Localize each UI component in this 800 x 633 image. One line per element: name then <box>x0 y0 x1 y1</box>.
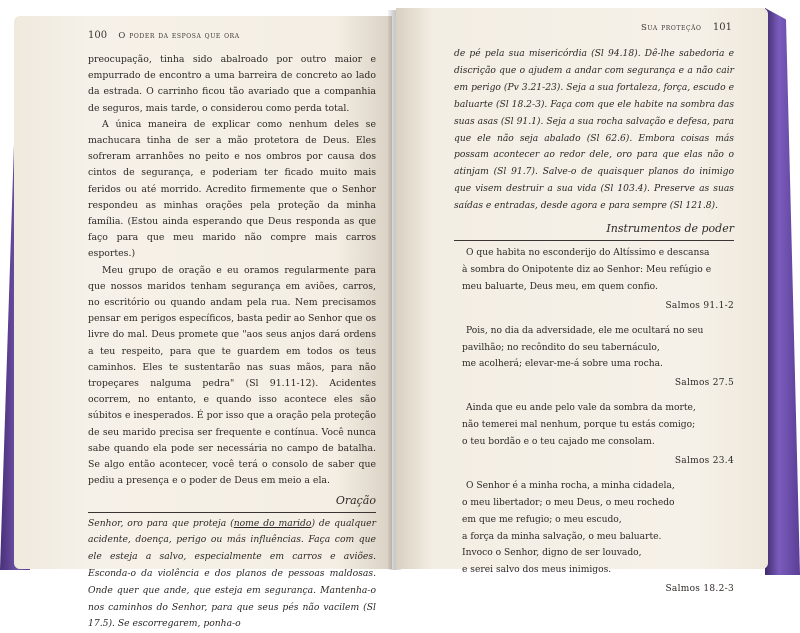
psalm-line: o teu bordão e o teu cajado me consolam. <box>462 437 655 448</box>
psalm-quote <box>454 400 734 470</box>
psalm-quote <box>454 323 734 393</box>
psalm-reference: Salmos 23.4 <box>674 455 734 466</box>
right-running-head-title: Sua proteção <box>640 23 702 33</box>
left-page <box>14 16 392 630</box>
psalm-line: o meu libertador; o meu Deus, o meu rochedo <box>462 497 675 508</box>
psalm-quote <box>454 478 734 598</box>
left-body-text <box>88 52 376 633</box>
psalm-line: e serei salvo dos meus inimigos. <box>462 565 612 576</box>
psalm-line: meu baluarte, Deus meu, em quem confio. <box>462 281 658 292</box>
psalm-line: Pois, no dia da adversidade, ele me ocultará no seu <box>466 325 704 336</box>
left-running-head <box>88 30 240 41</box>
psalm-line: à sombra do Onipotente diz ao Senhor: Meu refúgio e <box>462 264 712 275</box>
psalm-quote <box>454 245 734 315</box>
paragraph: preocupação, tinha sido abalroado por outro maior e empurrado de encontro a uma barreira de concreto ao lado da estrada. O carrinho ficou tão avariado que a companhia de seguros, mais tarde, o considerou como perda total. <box>88 54 376 114</box>
psalm-line: a força da minha salvação, o meu baluarte. <box>462 531 662 542</box>
psalm-line: Ainda que eu ande pelo vale da sombra da morte, <box>466 403 696 414</box>
right-body-text <box>454 46 734 606</box>
psalm-reference: Salmos 91.1-2 <box>665 300 734 311</box>
paragraph: Meu grupo de oração e eu oramos regularmente para que nossos maridos tenham segurança em aviões, carros, no escritório ou quando andam pela rua. Nem precisamos pensar em perigos específicos, basta pedir ao Senhor que os livre do mal. Deus promete que "aos seus anjos dará ordens a teu respeito, para que te guardem em todos os teus caminhos. Eles te sustentarão nas suas mãos, para não tropeçares nalguma pedra" (Sl 91.11-12). Acidentes ocorrem, no entanto, e quando isso acontece eles são súbitos e inesperados. É por isso que a oração pela proteção de seu marido precisa ser frequente e contínua. Você nunca sabe quando ela pode ser necessária no campo de batalha. Se algo então acontecer, você terá o consolo de saber que pediu a presença e o poder de Deus em meio a ela. <box>88 264 376 487</box>
psalm-line: me acolherá; elevar-me-á sobre uma rocha. <box>462 359 663 370</box>
psalm-line: pavilhão; no recôndito do seu tabernáculo, <box>462 342 660 353</box>
psalm-reference: Salmos 27.5 <box>674 378 734 389</box>
psalm-line: em que me refugio; o meu escudo, <box>462 514 622 525</box>
section-title-instrumentos: Instrumentos de poder <box>454 221 734 241</box>
prayer-husband-name-placeholder: nome do marido <box>233 517 312 529</box>
prayer-continuation: de pé pela sua misericórdia (Sl 94.18). Dê-lhe sabedoria e discrição que o ajudem a andar com segurança e a não cair em perigo (Pv 3.21-23). Seja a sua fortaleza, força, escudo e baluarte (Sl 18.2-3). Faça com que ele habite na sombra das suas asas (Sl 91.1). Seja a sua rocha salvação e defesa, para que ele não seja abalado (Sl 62.6). Embora coisas más possam acontecer ao redor dele, oro para que elas não o atinjam (Sl 91.7). Salve-o de quaisquer planos do inimigo que visem destruir a sua vida (Sl 103.4). Preserve as suas saídas e entradas, desde agora e para sempre (Sl 121.8). <box>454 49 734 212</box>
psalm-line: O que habita no esconderijo do Altíssimo e descansa <box>466 247 710 258</box>
right-page-number: 101 <box>712 22 732 33</box>
psalm-line: não temerei mal nenhum, porque tu estás comigo; <box>462 420 696 431</box>
book-cover-right <box>765 8 800 575</box>
left-running-head-title: O poder da esposa que ora <box>118 31 240 41</box>
psalm-reference: Salmos 18.2-3 <box>665 584 734 595</box>
psalm-line: Invoco o Senhor, digno de ser louvado, <box>462 548 642 559</box>
prayer-text-start: Senhor, oro para que proteja ( <box>88 517 234 529</box>
paragraph: A única maneira de explicar como nenhum deles se machucara tinha de ser a mão protetora de Deus. Eles sofreram arranhões no peito e nos ombros por causa dos cintos de segurança, e poderiam ter ficado muito mais feridos ou até morrido. Acredito firmemente que o Senhor respondeu as minhas orações pela proteção da minha família. (Estou ainda esperando que Deus responda as que faço para que meu marido não compre mais carros esportes.) <box>88 118 376 260</box>
section-title-oracao: Oração <box>88 493 376 512</box>
psalm-line: O Senhor é a minha rocha, a minha cidadela, <box>466 480 675 491</box>
prayer-text <box>88 516 376 633</box>
right-page <box>396 8 768 595</box>
right-running-head <box>641 22 732 33</box>
left-page-number: 100 <box>88 30 108 41</box>
prayer-text-end: ) de qualquer acidente, doença, perigo ou más influências. Faça com que ele esteja a salvo, especialmente em carros e aviões. Esconda-o da violência e dos planos de pessoas maldosas. Onde quer que ande, que esteja em segurança. Mantenha-o nos caminhos do Senhor, para que seus pés não vacilem (Sl 17.5). Se escorregarem, ponha-o <box>88 517 376 630</box>
